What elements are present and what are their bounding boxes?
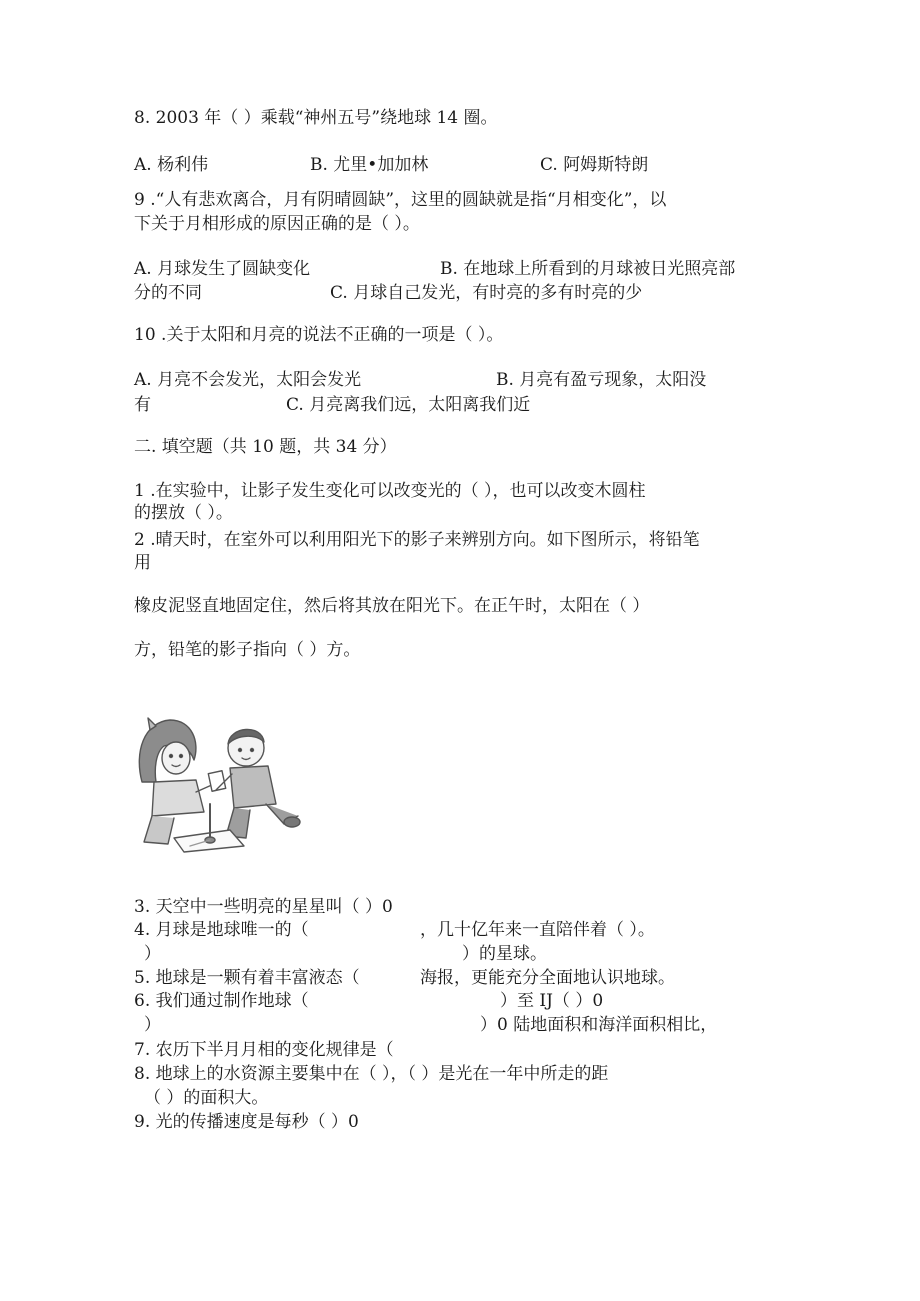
fill6-line-right: ）至 IJ（ ）0: [500, 991, 604, 1011]
fill4-line2-left: ）: [144, 944, 161, 964]
q9-option-b-part2: 分的不同: [134, 283, 202, 303]
fill8-line: 8. 地球上的水资源主要集中在（ ），（ ）是光在一年中所走的距: [134, 1064, 609, 1084]
children-pencil-shadow-illustration: [134, 712, 304, 854]
fill4-line-left: 4. 月球是地球唯一的（: [134, 920, 309, 940]
fill6-line-left: 6. 我们通过制作地球（: [134, 991, 309, 1011]
section-heading: 二. 填空题（共 10 题，共 34 分）: [134, 437, 397, 457]
q9-stem-line1: 9 .“人有悲欢离合，月有阴晴圆缺”，这里的圆缺就是指“月相变化”，以: [134, 190, 667, 210]
fill7-line: 7. 农历下半月月相的变化规律是（: [134, 1040, 394, 1060]
q9-option-c: C. 月球自己发光，有时亮的多有时亮的少: [330, 283, 643, 303]
fill8-line2: （ ）的面积大。: [144, 1088, 269, 1108]
fill6-line2-left: ）: [144, 1015, 161, 1035]
fill2-line1: 2 .晴天时，在室外可以利用阳光下的影子来辨别方向。如下图所示，将铅笔: [134, 530, 700, 550]
fill3-line: 3. 天空中一些明亮的星星叫（ ）0: [134, 897, 393, 917]
fill5-line-right: 海报，更能充分全面地认识地球。: [420, 968, 675, 988]
q10-option-b-part1: B. 月亮有盈亏现象，太阳没: [496, 370, 707, 390]
q8-option-a: A. 杨利伟: [134, 155, 209, 175]
q10-option-a: A. 月亮不会发光，太阳会发光: [134, 370, 362, 390]
q9-option-a: A. 月球发生了圆缺变化: [134, 259, 311, 279]
fill4-line-right: ，几十亿年来一直陪伴着（ ）。: [420, 920, 655, 940]
q10-stem: 10 .关于太阳和月亮的说法不正确的一项是（ ）。: [134, 325, 504, 345]
q8-stem: 8. 2003 年（ ）乘载“神州五号”绕地球 14 圈。: [134, 108, 498, 128]
fill1-line1: 1 .在实验中，让影子发生变化可以改变光的（ ），也可以改变木圆柱: [134, 481, 646, 501]
q10-option-c: C. 月亮离我们远，太阳离我们近: [286, 395, 531, 415]
q8-option-b: B. 尤里•加加林: [310, 155, 429, 175]
fill4-line2-right: ）的星球。: [462, 944, 547, 964]
fill9-line: 9. 光的传播速度是每秒（ ）0: [134, 1112, 359, 1132]
fill5-line-left: 5. 地球是一颗有着丰富液态（: [134, 968, 360, 988]
q9-stem-line2: 下关于月相形成的原因正确的是（ ）。: [134, 214, 420, 234]
q8-option-c: C. 阿姆斯特朗: [540, 155, 649, 175]
fill2-line2: 用: [134, 553, 151, 573]
fill6-line2-right: ）0 陆地面积和海洋面积相比，: [480, 1015, 718, 1035]
fill1-line2: 的摆放（ ）。: [134, 503, 233, 523]
q10-option-b-part2: 有: [134, 395, 151, 415]
fill2-line3: 橡皮泥竖直地固定住，然后将其放在阳光下。在正午时，太阳在（ ）: [134, 596, 650, 616]
q9-option-b-part1: B. 在地球上所看到的月球被日光照亮部: [440, 259, 736, 279]
fill2-line4: 方，铅笔的影子指向（ ）方。: [134, 640, 361, 660]
